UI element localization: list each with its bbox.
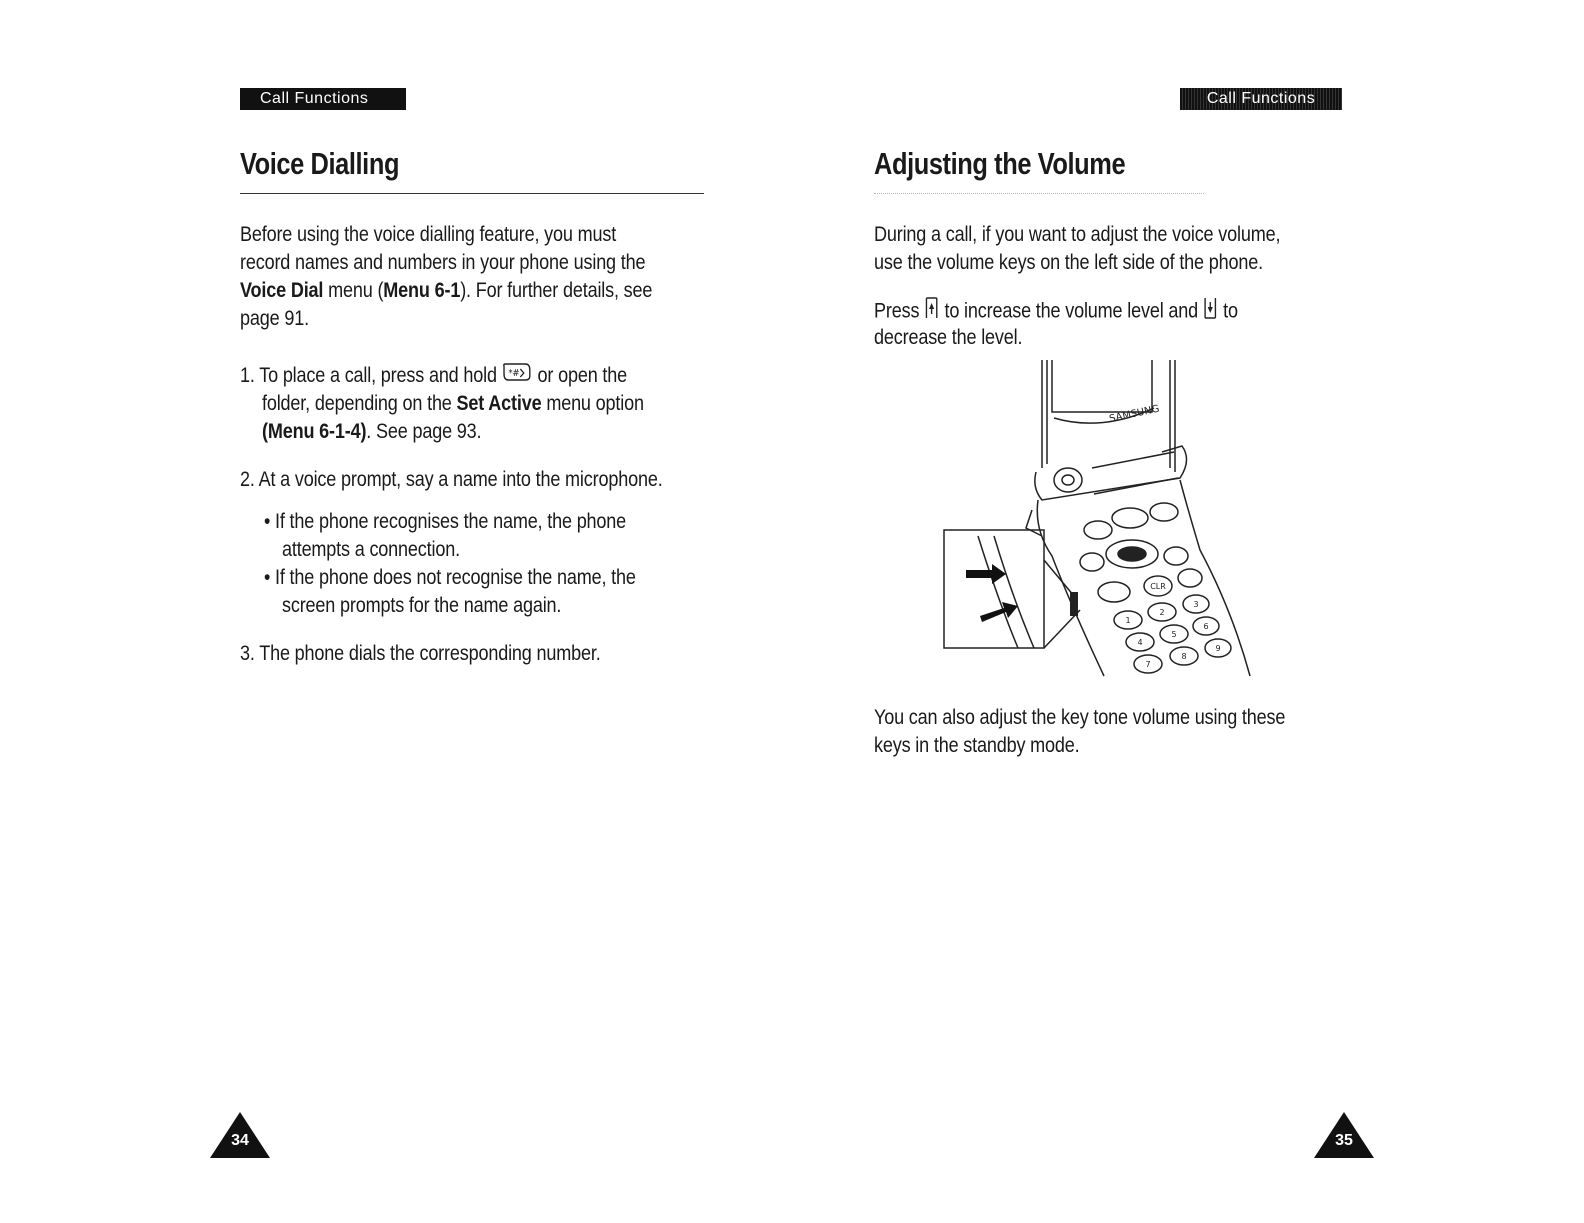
step-line: (Menu 6-1-4). See page 93.: [262, 420, 482, 443]
para-line: During a call, if you want to adjust the voice volume,: [874, 223, 1281, 246]
page-title: Voice Dialling: [240, 146, 400, 181]
section-tag: Call Functions: [240, 88, 406, 110]
key-label: 2: [1159, 608, 1165, 617]
bold-term: (Menu 6-1-4): [262, 420, 367, 443]
svg-text:*#: *#: [508, 367, 520, 380]
phone-volume-illustration: [942, 360, 1252, 680]
page-number: 35: [1314, 1112, 1374, 1158]
key-label: 1: [1125, 616, 1131, 625]
bullet-line: • If the phone recognises the name, the phone: [264, 510, 627, 533]
key-label: 4: [1137, 638, 1143, 647]
bold-term: Voice Dial: [240, 279, 324, 302]
key-label: 9: [1215, 644, 1221, 653]
right-page: [792, 0, 1584, 1223]
key-label: 6: [1203, 622, 1209, 631]
intro-line: Before using the voice dialling feature, you must: [240, 223, 617, 246]
key-label: 7: [1145, 660, 1151, 669]
page-number: 34: [210, 1112, 270, 1158]
key-label: 5: [1171, 630, 1177, 639]
step-line: 2. At a voice prompt, say a name into the microphone.: [240, 468, 663, 491]
para-line: keys in the standby mode.: [874, 734, 1080, 757]
bold-term: Menu 6-1: [383, 279, 461, 302]
flip-phone-drawing: [942, 360, 1252, 680]
brand-label: SAMSUNG: [1108, 403, 1161, 425]
intro-line: page 91.: [240, 307, 309, 330]
key-label: 3: [1193, 600, 1199, 609]
step-line: folder, depending on the Set Active menu option: [262, 392, 644, 415]
step-line: 1. To place a call, press and hold *# or open the: [240, 362, 627, 390]
para-line: You can also adjust the key tone volume using these: [874, 706, 1286, 729]
volume-down-key-icon: [1203, 296, 1218, 328]
voice-key-icon: [502, 362, 533, 390]
title-rule: [874, 193, 1204, 194]
bullet-line: screen prompts for the name again.: [282, 594, 562, 617]
bullet-line: • If the phone does not recognise the name, the: [264, 566, 636, 589]
bold-term: Set Active: [456, 392, 542, 415]
intro-line: record names and numbers in your phone using the: [240, 251, 646, 274]
step-line: 3. The phone dials the corresponding number.: [240, 642, 601, 665]
key-label: 8: [1181, 652, 1187, 661]
key-label: CLR: [1150, 582, 1166, 591]
bullet-line: attempts a connection.: [282, 538, 460, 561]
intro-line: Voice Dial menu (Menu 6-1). For further details, see: [240, 279, 653, 302]
para-line: decrease the level.: [874, 326, 1023, 349]
title-rule: [240, 193, 704, 194]
para-line: Press to increase the volume level and to: [874, 296, 1238, 328]
section-tag: Call Functions: [1180, 88, 1342, 110]
para-line: use the volume keys on the left side of the phone.: [874, 251, 1263, 274]
page-title: Adjusting the Volume: [874, 146, 1126, 181]
